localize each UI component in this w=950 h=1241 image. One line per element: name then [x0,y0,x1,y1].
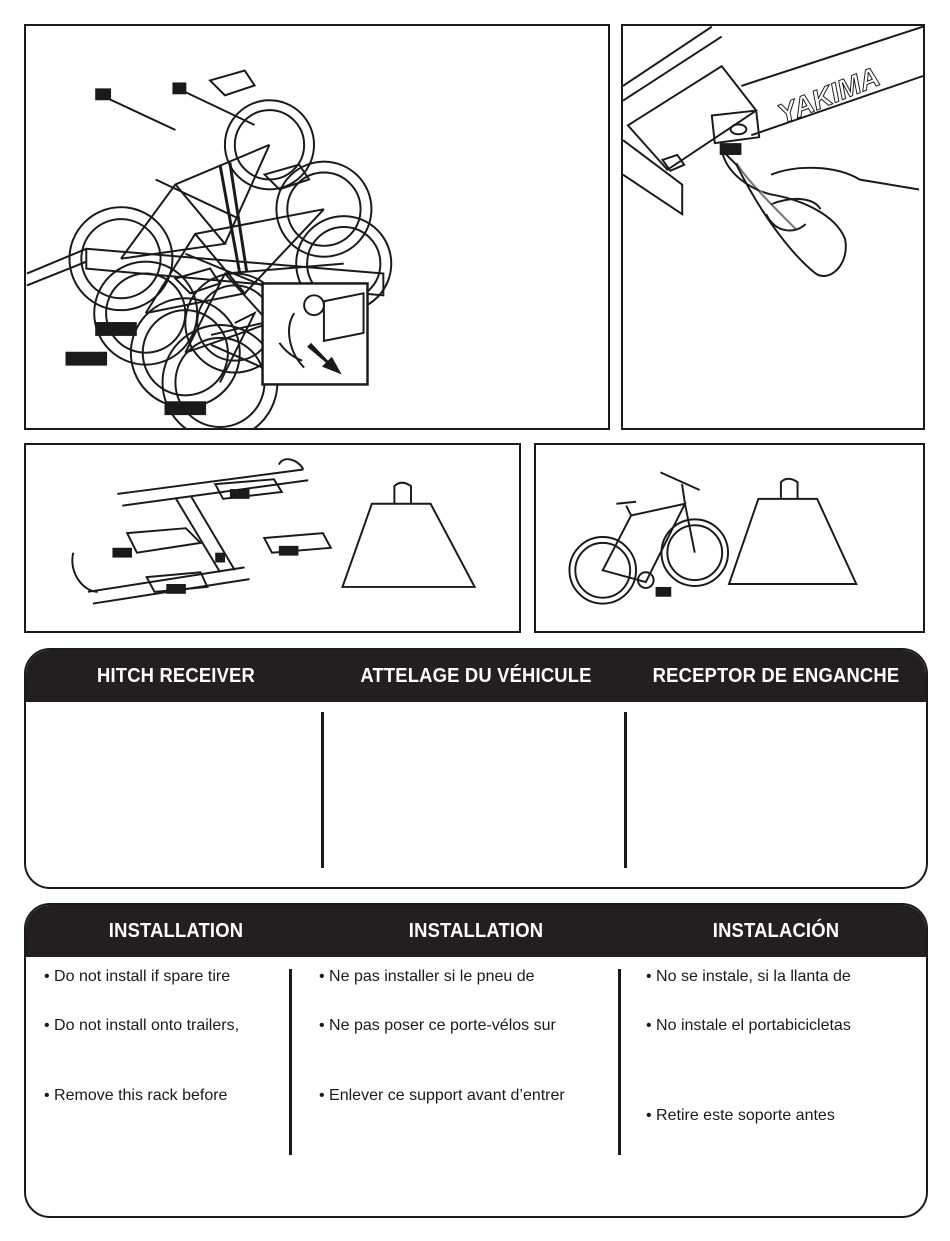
figure-rack-weight [24,443,521,633]
bullet-fr-remorques: • Ne pas poser ce porte-vélos sur [319,1017,556,1034]
hitch-receiver-section [24,648,928,889]
empty-bike-rack-vs-weight-icon [26,445,519,631]
figure-lubricate-lock [621,24,925,430]
hitch-receiver-header-bar [26,650,926,702]
header-french: ATTELAGE DU VÉHICULE [360,664,592,687]
bullet-fr-pneu: • Ne pas installer si le pneu de [319,968,535,985]
bullet-fr-enlever: • Enlever ce support avant d’entrer [319,1087,565,1104]
header-spanish: INSTALACIÓN [712,919,840,942]
column-divider [618,969,621,1155]
header-spanish: RECEPTOR DE ENGANCHE [652,664,900,687]
bullet-es-portabicicletas: • No instale el portabicicletas [646,1017,851,1034]
bullet-es-retire: • Retire este soporte antes [646,1107,835,1124]
installation-section [24,903,928,1218]
column-divider [624,712,627,868]
figure-bike-weight [534,443,925,633]
column-divider [321,712,324,868]
column-divider [289,969,292,1155]
bullet-es-llanta: • No se instale, si la llanta de [646,968,851,985]
figure-loaded-rack [24,24,610,430]
bullet-en-trailers: • Do not install onto trailers, [44,1017,240,1034]
bullet-en-spare-tire: • Do not install if spare tire [44,968,231,985]
bicycle-vs-weight-icon [536,445,923,631]
bike-rack-loaded-with-four-bikes-icon [26,26,608,428]
lubricate-lock-cylinder-icon [623,26,923,428]
installation-header-bar [26,905,926,957]
header-english: INSTALLATION [108,919,244,942]
hitch-pin-release-detail-icon [211,283,367,384]
bullet-en-remove-rack: • Remove this rack before [44,1087,228,1104]
header-english: HITCH RECEIVER [97,664,255,687]
header-french: INSTALLATION [408,919,544,942]
brand-label: YAKIMA [773,60,885,130]
